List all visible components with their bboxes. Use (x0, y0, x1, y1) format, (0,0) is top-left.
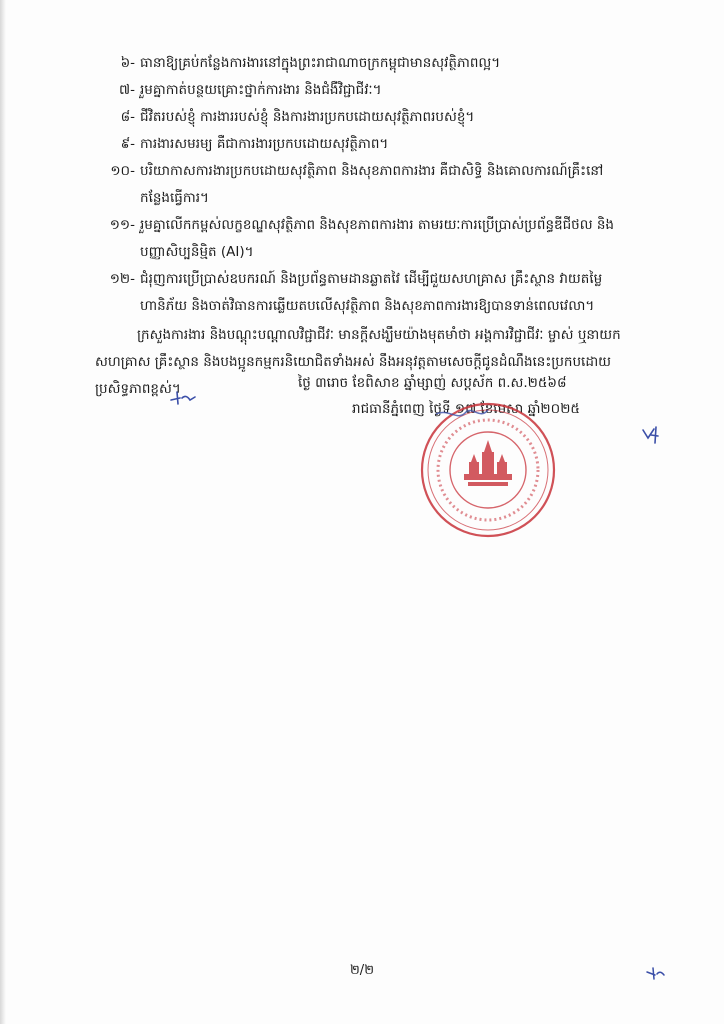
solar-date: រាជធានីភ្នំពេញ ថ្ងៃទី ១៧ ខែមេសា ឆ្នាំ២០២៥ (352, 401, 580, 417)
list-item-number: ៩- (120, 136, 135, 152)
numbered-list (0, 50, 724, 320)
list-item (0, 212, 724, 266)
official-seal-icon (418, 400, 558, 540)
list-item-text: រួមគ្នាកាត់បន្ថយគ្រោះថ្នាក់ការងារ និងជំងឺវិជ្ជាជីវៈ។ (140, 82, 382, 98)
list-item-number: ៧- (119, 82, 135, 98)
lunar-date: ថ្ងៃ ៣រោច ខែពិសាខ ឆ្នាំម្សាញ់ សប្តស័ក ព.ស.២៥៦៨ (298, 375, 567, 391)
list-item (0, 50, 724, 77)
list-item-number: ១០- (110, 163, 135, 179)
list-item-text: រួមគ្នាលើកកម្ពស់លក្ខខណ្ឌសុវត្ថិភាព និងសុខភាពការងារ តាមរយៈការប្រើប្រាស់ប្រព័ន្ធឌីជីថល និង បញ្ញាសិប្បនិម្មិត (AI)។ (140, 217, 615, 260)
list-item-number: ១២- (109, 271, 135, 287)
handwritten-initial-icon (640, 424, 666, 446)
list-item-text: ធានាឱ្យគ្រប់កន្លែងការងារនៅក្នុងព្រះរាជាណាចក្រកម្ពុជាមានសុវត្ថិភាពល្អ។ (140, 55, 501, 71)
list-item (0, 266, 724, 320)
list-item-text: បរិយាកាសការងារប្រកបដោយសុវត្ថិភាព និងសុខភាពការងារ គឺជាសិទ្ធិ និងគោលការណ៍គ្រឹះនៅ កន្លែងធ្វើការ។ (140, 163, 604, 206)
list-item (0, 104, 724, 131)
list-item-number: ១១- (109, 217, 135, 233)
list-item (0, 77, 724, 104)
page-number: ២/២ (349, 963, 375, 978)
closing-paragraph: ក្រសួងការងារ និងបណ្តុះបណ្តាលវិជ្ជាជីវៈ មានក្តីសង្ឃឹមយ៉ាងមុតមាំថា អង្គការវិជ្ជាជីវៈ ម្ចាស់ ឬនាយក សហគ្រាស គ្រឹះស្ថាន និងបងប្អូនកម្មករនិយោជិតទាំងអស់ នឹងអនុវត្តតាមសេចក្តីជូនដំណឹងនេះប្រកបដោយ ប្រសិទ្ធភាពខ្ពស់។ (95, 327, 621, 397)
list-item-number: ៦- (120, 55, 135, 71)
list-item (0, 131, 724, 158)
list-item-number: ៨- (120, 109, 135, 125)
list-item-text: ជីវិតរបស់ខ្ញុំ ការងាររបស់ខ្ញុំ និងការងារប្រកបដោយសុវត្ថិភាពរបស់ខ្ញុំ។ (140, 109, 475, 125)
list-item-text: ការងារសមរម្យ គឺជាការងារប្រកបដោយសុវត្ថិភាព។ (140, 136, 389, 152)
list-item-text: ជំរុញការប្រើប្រាស់ឧបករណ៍ និងប្រព័ន្ធតាមដានឆ្លាតវៃ ដើម្បីជួយសហគ្រាស គ្រឹះស្ថាន វាយតម្លៃ ហានិភ័យ និងចាត់វិធានការឆ្លើយតបលើសុវត្ថិភាព និងសុខភាពការងារឱ្យបានទាន់ពេលវេលា។ (140, 271, 603, 314)
handwritten-initial-icon (168, 388, 198, 408)
list-item (0, 158, 724, 212)
